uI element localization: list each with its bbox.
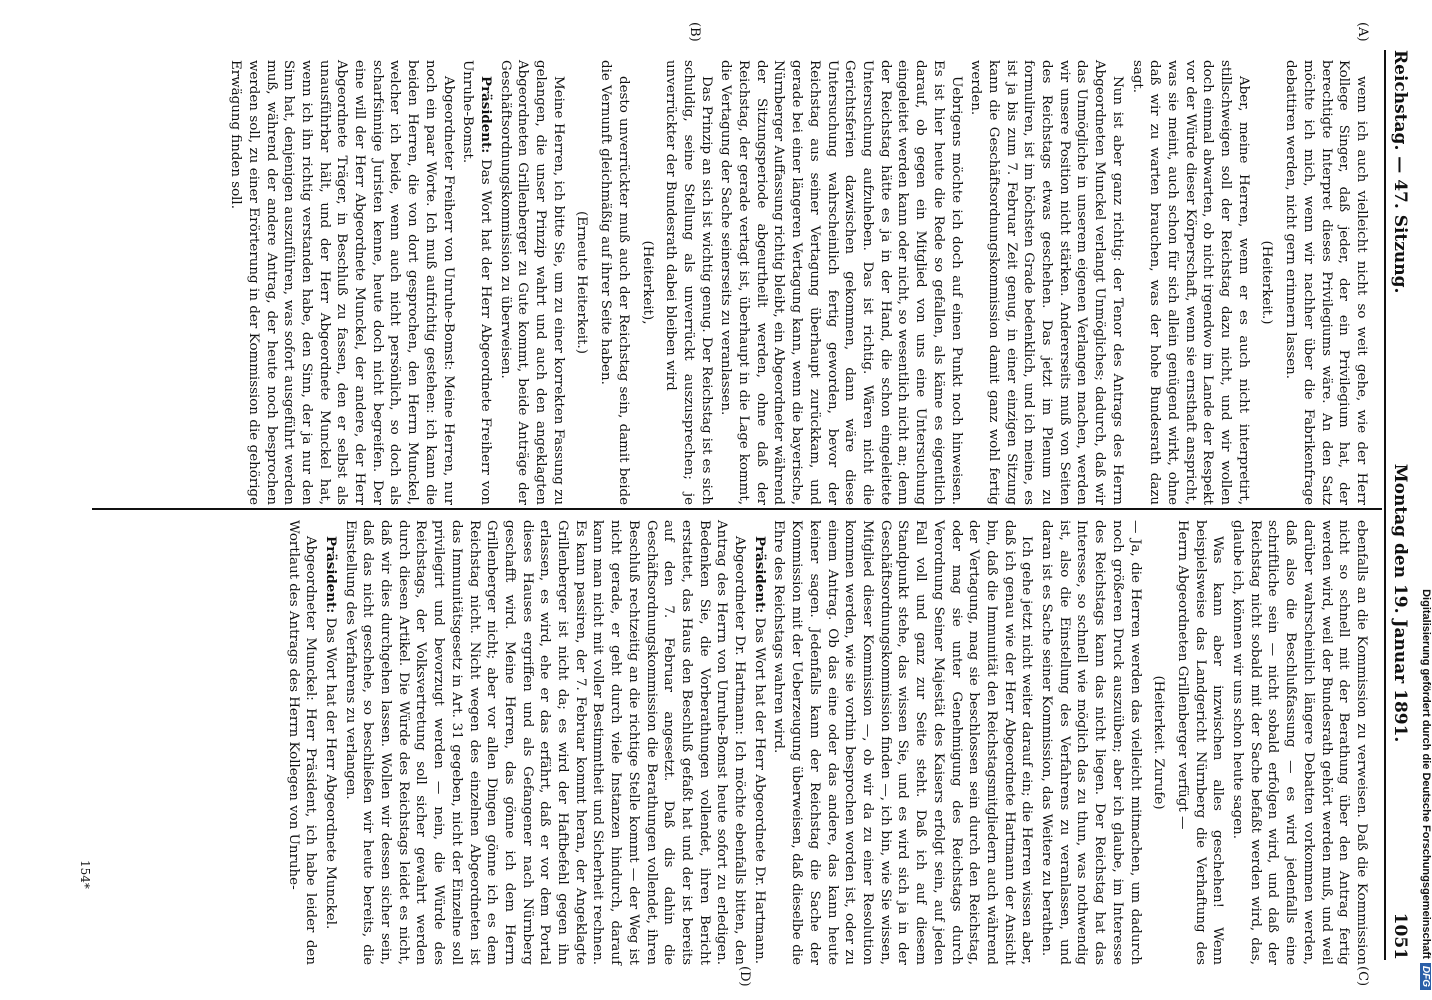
paragraph	[341, 520, 748, 965]
paragraph-text: wenn ich auch vielleicht nicht so weit gehe, wie der Herr Kollege Singer, daß jeder, der ein Privilegium hat, der berechtigte Interpret dieses Privilegiums wäre. An den Satz möchte ich mich, wenn wir nachher über die Fabrikenfrage debattiren werden, nicht gern erinnern lassen.	[1283, 60, 1369, 505]
margin-marker-b: (B)	[687, 22, 702, 42]
president-statement	[750, 520, 768, 965]
paragraph-text: Abgeordneter Freiherr von Unruhe-Bomst: Meine Herren, nur noch ein paar Worte. Ich muß aufrichtig gestehen: ich kann die beiden Herren, die von dort gesprochen, den Herrn Munckel, welcher ich beide, wenn auch nicht persönlich, so doch als scharfsinnige Juristen kenne, heute doch nicht begreifen. Der eine will der Herr Abgeordnete Munckel, der andere, der Herr Abgeordnete Träger, in Beschluß zu fassen, den er selbst als unausführbar hält, und der Herr Abgeordnete Munckel hat, wenn ich ihn richtig verstanden habe, den Sinn, der ja nur den Sinn hat, denjenigen auszuführen, was sofort ausgeführt werden muß, während der andere Antrag, der heute noch besprochen werden soll, zu einer Erörterung in der Kommission die gehörige Erwägung finden soll.	[228, 60, 456, 505]
side-note-text	[1420, 0, 1432, 1000]
paragraph	[596, 60, 631, 505]
left-column	[224, 60, 1370, 505]
statement-text: Das Wort hat der Herr Abgeordnete Munckel.	[322, 613, 338, 930]
dfg-logo: DFG	[1420, 963, 1431, 990]
interjection-text: (Erneute Heiterkeit.)	[574, 211, 590, 354]
interjection-text: (Heiterkeit. Zurufe)	[1151, 675, 1167, 810]
paragraph	[1128, 60, 1252, 505]
paragraph-text: Aber, meine Herren, wenn er es auch nicht interpretirt, stillschweigen soll der Reichstag dazu nicht, und wir wollen doch einmal abwarten, ob nicht irgendwo im Lande der Respekt vor der Würde dieser Körperschaft, wenn sie ernsthaft anspricht, was sie meint, auch schon für sich allein genügend wirkt, ohne daß wir zu warten brauchen, was der hohe Bundesrath dazu sagt.	[1129, 60, 1251, 505]
header-date: Montag den 19. Januar 1891.	[1390, 463, 1410, 743]
paragraph	[1173, 520, 1226, 965]
paragraph-text: Abgeordneter Dr. Hartmann: Ich möchte ebenfalls bitten, den Antrag des Herrn von Unruhe-Bomst heute sofort zu erledigen. Bedenken Sie, die Vorberathungen vollendet, ihren Bericht erstattet, das Haus den Beschluß gefaßt hat und der ist bereits auf den 7. Februar angesetzt. Daß dis dahin die Geschäftsordnungskommission die Berathungen vollendet, ihren Beschluß rechtzeitig an die richtige Stelle kommt — der Weg ist nicht gerade, er geht durch viele Instanzen hindurch, darauf kann man nicht mit voller Bestimmtheit und Sicherheit rechnen. Es kann passiren, der 7. Februar kommt heran, der Angeklagte Grillenberger ist nicht da; es wird der Haftbefehl gegen ihn erlassen, es wird, ehe er das erfährt, daß er vor dem Portal dieses Hauses ergriffen und als Gefangener nach Nürnberg geschafft wird. Meine Herren, das gönne ich dem Herrn Grillenberger nicht; aber vor allen Dingen gönne ich es dem Reichstag nicht. Nicht wegen des einzelnen Abgeordneten ist das Immunitätsgesetz in Art. 31 gegeben, nicht der Einzelne soll privilegirt und bevorzugt werden — nein, die Würde des Reichstags, der Volksvertretung soll sicher gewahrt werden durch diesen Artikel. Die Würde des Reichstags leidet es nicht, daß wir dies durchgehen lassen. Wollen wir dessen sicher sein, daß das nicht geschehe, so beschließen wir heute bereits, die Einstellung des Verfahrens zu verlangen.	[342, 520, 748, 965]
paragraph-text: Ich gehe jetzt nicht weiter darauf ein; die Herren wissen aber, daß ich genau wie der Herr Abgeordnete Hartmann der Ansicht bin, daß die Immunität den Reichstagsmitgliedern auch während der Vertagung, mag sie beschlossen sein durch den Reichstag, oder mag sie unter Genehmigung des Reichstags durch Verordnung Seiner Majestät des Kaisers erfolgt sein, auf jeden Fall voll und ganz zur Seite steht. Daß ich auf diesem Standpunkt stehe, das wissen Sie, und es wird sich ja in der Geschäftsordnungskommission finden —, ich bin, wie Sie wissen, Mitglied dieser Kommission —, ob wir da zu einer Resolution kommen werden, wie sie vorhin besprochen worden ist, oder zu einem Antrag. Ob das eine oder das andere, das kann heute keiner sagen. Jedenfalls kann der Reichstag die Sache der Kommission mit der Ueberzeugung überweisen, daß dieselbe die Ehre des Reichstags wahren wird.	[771, 520, 1035, 965]
paragraph	[226, 60, 456, 505]
margin-marker-a: (A)	[1355, 22, 1370, 42]
paragraph	[662, 60, 715, 505]
paragraph	[496, 60, 567, 505]
paragraph	[770, 520, 1036, 965]
side-note-label: Digitalisierung gefördert durch die Deutsche Forschungsgemeinschaft	[1420, 589, 1432, 959]
margin-marker-d: (D)	[737, 966, 752, 987]
margin-marker-c: (C)	[1355, 966, 1370, 987]
statement-text: Das Wort hat der Herr Abgeordnete Freiherr von Unruhe-Bomst.	[460, 60, 493, 505]
paragraph	[717, 60, 965, 505]
paragraph-text: Uebrigens möchte ich doch auf einen Punkt noch hinweisen. Es ist hier heute die Rede so gefallen, als käme es eigentlich darauf, ob gegen ein Mitglied von uns eine Untersuchung eingeleitet werden kann oder nicht, so wesentlich nicht an; denn der Reichstag hätte es ja in der Hand, die schon eingeleitete Untersuchung aufzuheben. Das ist richtig. Wären nicht die Gerichtsferien dazwischen gekommen, dann wäre diese Untersuchung wahrscheinlich fertig geworden, bevor der Reichstag aus seiner Vertagung überhaupt zurückkam, und gerade bei einer längeren Vertagung kann, wenn die bayerische, Nürnberger Auffassung richtig bleibt, ein Abgeordneter während der Sitzungsperiode abgeurtheilt werden, ohne daß der Reichstag, der gerade vertagt ist, überhaupt in die Lage kommt, die Vertagung der Sache seinerseits zu veranlassen.	[718, 60, 964, 505]
interjection-text: (Heiterkeit.)	[1259, 240, 1275, 325]
paragraph	[967, 60, 1126, 505]
paragraph-text: Meine Herren, ich bitte Sie, um zu einer korrekten Fassung zu gelangen, die unser Prinzip wahrt und auch den angeklagten Abgeordneten Grillenberger zu Gute kommt, beide Anträge der Geschäftsordnungskommission zu überweisen.	[497, 60, 566, 505]
paragraph	[1228, 520, 1370, 965]
sheet-signature: 154*	[78, 860, 92, 889]
paragraph	[1281, 60, 1370, 505]
speaker-label: Präsident:	[477, 76, 494, 154]
paragraph-text: Das Prinzip an sich ist wichtig genug. Der Reichstag ist es sich schuldig, seine Stellung als unverrückt auszusprechen; je unverrückter der Bundesrath dabei bleiben wird	[663, 60, 714, 505]
speaker-label: Präsident:	[751, 536, 768, 614]
president-statement	[459, 60, 494, 505]
column-divider	[92, 508, 1382, 510]
paragraph	[1037, 520, 1143, 965]
paragraph-text: desto unverrückter muß auch der Reichstag sein, damit beide die Vernunft gleichmäßig auf ihrer Seite haben.	[598, 60, 631, 505]
paragraph-text: — Ja, die Herren werden das vielleicht mitmachen, um dadurch noch größeren Druck auszuüben; aber ich glaube, im Interesse des Reichstags kann das nicht liegen. Der Reichstag hat das Interesse, so schnell wie möglich das zu thun, was nothwendig ist, also die Einstellung des Verfahrens zu veranlassen, und daran ist es Sache seiner Kommission, das Weitere zu berathen.	[1039, 520, 1143, 965]
paragraph-text: ebenfalls an die Kommission zu verweisen. Daß die Kommission nicht so schnell mit der Berathung über den Antrag fertig werden wird, weil der Bundesrath gehört werden muß, und weil darüber wahrscheinlich längere Debatten vorkommen werden, daß also die Beschlußfassung — es wird jedenfalls eine schriftliche sein — nicht sobald erfolgen wird, und daß der Reichstag nicht sobald mit der Sache befaßt werden wird, das, glaube ich, können wir uns schon heute sagen.	[1230, 520, 1369, 965]
speaker-label: Präsident:	[322, 536, 339, 614]
interjection	[638, 60, 656, 505]
paragraph-text: Abgeordneter Munckel: Herr Präsident, ich habe leider den Wortlaut des Antrags des Herrn Kollegen von Unruhe-	[285, 520, 319, 965]
paragraph	[284, 520, 319, 965]
president-statement	[321, 520, 339, 965]
right-column	[282, 520, 1370, 965]
paragraph-text: Was kann aber inzwischen alles geschehen! Wenn beispielsweise das Landgericht Nürnberg die Verhaftung des Herrn Abgeordneten Grillenberger verfügt —	[1174, 520, 1226, 965]
statement-text: Das Wort hat der Herr Abgeordnete Dr. Hartmann.	[751, 613, 767, 964]
side-note	[1408, 0, 1432, 1000]
page-number: 1051	[1390, 912, 1410, 960]
paragraph-text: Nun ist aber ganz richtig: der Tenor des Antrags des Herrn Abgeordneten Munckel verlangt Unmögliches; dadurch, daß wir das Unmögliche in unserem eigenen Verlangen machen, werden wir unsere Position nicht stärken. Andererseits muß von Seiten des Reichstags etwas geschehen. Das jetzt im Plenum zu formuliren, ist im höchsten Grade bedenklich, und ich meine, es ist ja bis zum 7. Februar Zeit genug, in einer einzigen Sitzung kann die Geschäftsordnungskommission damit ganz wohl fertig werden.	[968, 60, 1125, 505]
interjection	[573, 60, 591, 505]
interjection	[1258, 60, 1276, 505]
header-session: Reichstag. — 47. Sitzung.	[1390, 50, 1410, 294]
interjection	[1150, 520, 1168, 965]
interjection-text: (Heiterkeit),	[639, 240, 655, 325]
